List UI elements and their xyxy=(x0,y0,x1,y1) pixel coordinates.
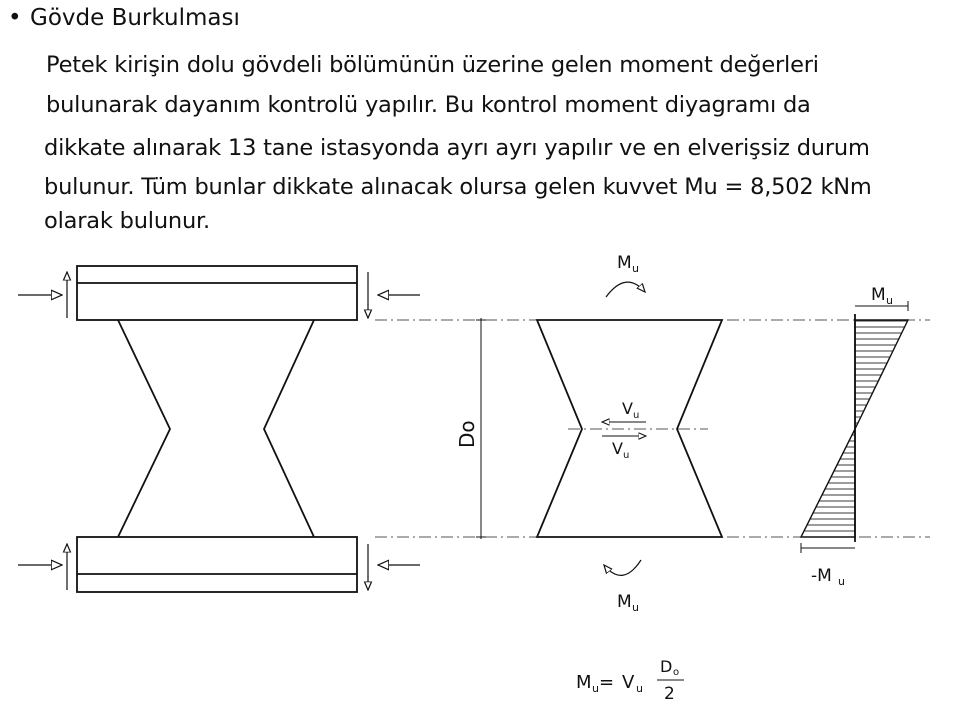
top-flange xyxy=(77,266,357,320)
mu-top-label: M xyxy=(617,253,632,273)
moment-neg-mu-label: -M xyxy=(811,566,832,586)
mu-bottom-label: M xyxy=(617,592,632,612)
moment-positive-region xyxy=(855,320,908,429)
formula-num: D xyxy=(660,657,673,676)
moment-top xyxy=(606,253,645,297)
paragraph-line-3: dikkate alınarak 13 tane istasyonda ayrı ayrı yapılır ve en elverişsiz durum xyxy=(44,135,870,161)
paragraph-line-2: bulunarak dayanım kontrolü yapılır. Bu kontrol moment diyagramı da xyxy=(46,92,811,118)
formula-v: V xyxy=(622,672,635,693)
moment-diagram xyxy=(801,285,908,588)
web-left-edge xyxy=(118,320,170,537)
moment-bottom xyxy=(604,560,641,614)
mu-bottom-sub: u xyxy=(632,601,639,614)
moment-mu-sub: u xyxy=(886,294,893,307)
heading-text: Gövde Burkulması xyxy=(30,5,240,31)
formula-m-sub: u xyxy=(592,682,599,695)
bullet: • xyxy=(8,5,22,31)
web-right-edge xyxy=(264,320,314,537)
paragraph-line-1: Petek kirişin dolu gövdeli bölümünün üzerine gelen moment değerleri xyxy=(46,52,819,78)
formula-m: M xyxy=(576,672,592,693)
vu-bottom-label: V xyxy=(612,439,623,458)
mu-top-sub: u xyxy=(632,262,639,275)
moment-negative-region xyxy=(801,429,855,537)
formula-mu xyxy=(576,657,684,704)
formula-den: 2 xyxy=(664,684,675,704)
paragraph-line-4: bulunur. Tüm bunlar dikkate alınacak olursa gelen kuvvet Mu = 8,502 kNm xyxy=(44,174,872,200)
vu-top-label: V xyxy=(622,399,633,418)
do-label: Do xyxy=(455,420,479,448)
paragraph-line-5: olarak bulunur. xyxy=(44,208,210,234)
vu-top-sub: u xyxy=(633,410,640,421)
moment-neg-mu-sub: u xyxy=(838,575,845,588)
web-post-left xyxy=(77,266,357,592)
vu-bottom-sub: u xyxy=(623,450,630,461)
moment-mu-label: M xyxy=(871,285,886,305)
bottom-flange xyxy=(77,537,357,592)
formula-v-sub: u xyxy=(636,682,643,695)
formula-num-sub: o xyxy=(673,667,680,678)
formula-eq: = xyxy=(599,672,615,693)
